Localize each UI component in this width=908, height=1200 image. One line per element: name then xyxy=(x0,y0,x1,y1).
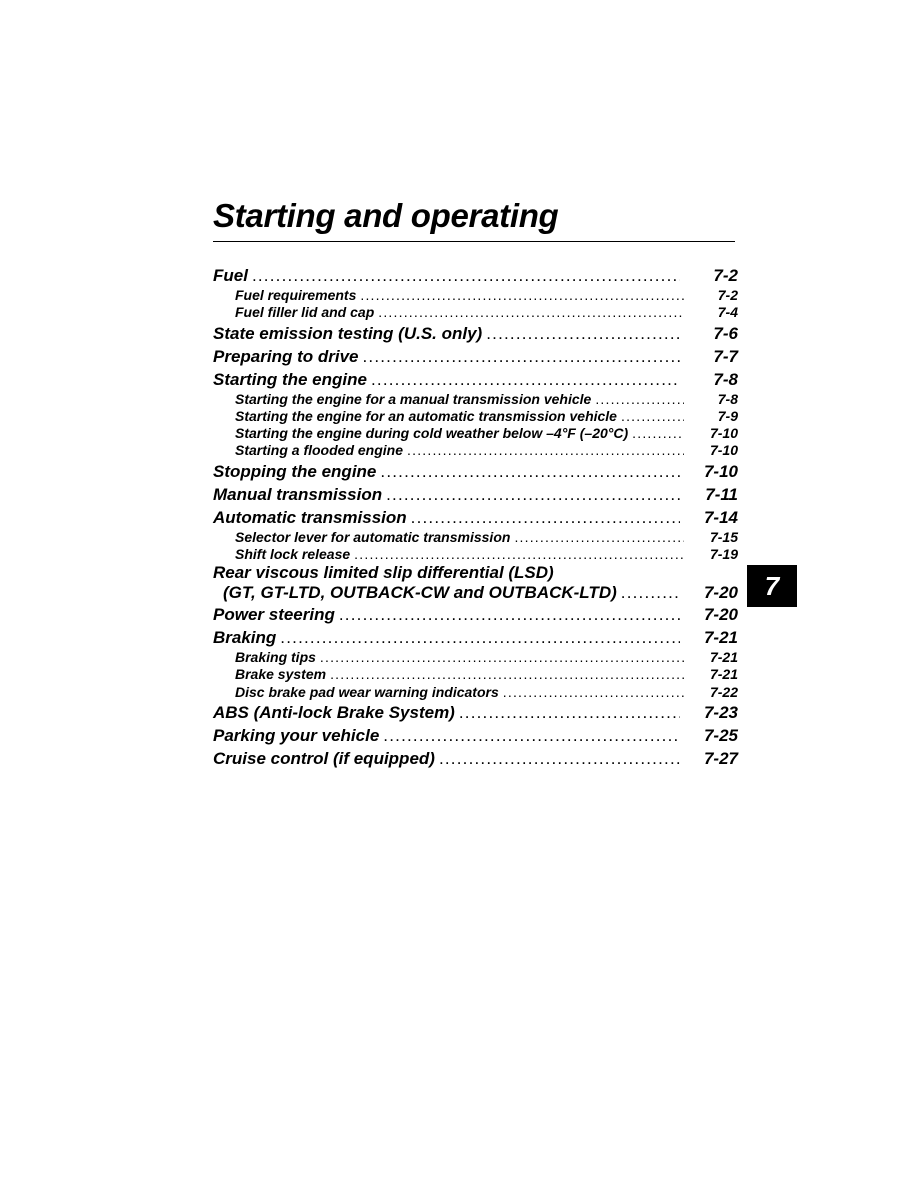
toc-entry-automatic-transmission[interactable] xyxy=(213,506,738,529)
toc-entry-rear-lsd-line2 xyxy=(213,583,738,603)
toc-entry-stopping-engine[interactable] xyxy=(213,460,738,483)
toc-entry-label: Preparing to drive xyxy=(213,346,359,366)
toc-entry-page: 7-10 xyxy=(709,425,738,441)
toc-entry-label: Fuel requirements xyxy=(235,287,357,303)
leader-dots xyxy=(280,626,680,649)
toc-entry-page: 7-20 xyxy=(703,583,738,602)
toc-entry-page: 7-2 xyxy=(717,287,738,303)
toc-entry-label: Brake system xyxy=(235,666,327,683)
toc-entry-page: 7-8 xyxy=(717,390,738,407)
toc-entry-label: Starting the engine for an automatic transmission vehicle xyxy=(235,407,617,424)
toc-entry-preparing[interactable] xyxy=(213,345,738,368)
leader-dots xyxy=(514,529,684,546)
leader-dots xyxy=(378,304,684,321)
toc-entry-page: 7-8 xyxy=(713,369,738,389)
toc-entry-label: Starting the engine during cold weather below –4°F (–20°C) xyxy=(235,425,629,441)
toc-entry-fuel-filler[interactable] xyxy=(213,304,738,321)
toc-entry-page: 7-10 xyxy=(709,442,738,459)
leader-dots xyxy=(354,546,684,563)
leader-dots xyxy=(383,724,680,747)
toc-entry-cruise[interactable] xyxy=(213,747,738,770)
toc-entry-label: Power steering xyxy=(213,605,335,624)
toc-entry-rear-lsd[interactable] xyxy=(213,563,738,603)
leader-dots xyxy=(380,460,680,483)
toc-entry-page: 7-4 xyxy=(717,304,738,321)
leader-dots xyxy=(407,442,684,459)
toc-entry-page: 7-22 xyxy=(709,683,738,700)
toc-entry-label: Starting the engine for a manual transmission vehicle xyxy=(235,390,592,407)
toc-entry-parking[interactable] xyxy=(213,724,738,747)
toc-entry-power-steering[interactable] xyxy=(213,603,738,626)
toc-entry-start-flooded[interactable] xyxy=(213,442,738,459)
toc-entry-label: Manual transmission xyxy=(213,484,383,504)
toc-entry-page: 7-21 xyxy=(709,649,738,665)
leader-dots xyxy=(595,391,684,408)
leader-dots xyxy=(320,649,684,666)
leader-dots xyxy=(621,583,680,603)
toc-entry-starting-engine[interactable] xyxy=(213,368,738,391)
leader-dots xyxy=(371,368,680,391)
toc-entry-label: Braking xyxy=(213,628,277,647)
leader-dots xyxy=(386,483,680,506)
toc-entry-brake-system[interactable] xyxy=(213,666,738,683)
leader-dots xyxy=(632,425,684,442)
toc-entry-page: 7-9 xyxy=(717,407,738,424)
leader-dots xyxy=(360,287,684,304)
toc-entry-label: Automatic transmission xyxy=(213,507,407,527)
leader-dots xyxy=(621,408,684,425)
toc-entry-page: 7-10 xyxy=(703,461,738,481)
toc-entry-label: Shift lock release xyxy=(235,545,351,562)
leader-dots xyxy=(411,506,680,529)
toc-entry-label: Braking tips xyxy=(235,649,316,665)
toc-entry-shift-lock[interactable] xyxy=(213,546,738,563)
toc-entry-start-manual[interactable] xyxy=(213,391,738,408)
toc-entry-manual-transmission[interactable] xyxy=(213,483,738,506)
toc-entry-page: 7-7 xyxy=(713,346,738,366)
toc-entry-label: Disc brake pad wear warning indicators xyxy=(235,683,499,700)
toc-entry-fuel-requirements[interactable] xyxy=(213,287,738,304)
title-underline xyxy=(213,241,735,242)
toc-entry-page: 7-6 xyxy=(713,323,738,343)
toc-entry-page: 7-15 xyxy=(709,528,738,545)
toc-entry-page: 7-11 xyxy=(705,484,738,504)
toc-entry-page: 7-25 xyxy=(703,725,738,745)
toc-entry-label: State emission testing (U.S. only) xyxy=(213,323,483,343)
table-of-contents xyxy=(213,264,738,770)
toc-entry-braking-tips[interactable] xyxy=(213,649,738,666)
toc-entry-label: Fuel xyxy=(213,266,248,285)
leader-dots xyxy=(439,747,680,770)
leader-dots xyxy=(503,684,684,701)
toc-entry-label: ABS (Anti-lock Brake System) xyxy=(213,702,455,722)
toc-entry-page: 7-2 xyxy=(713,266,738,285)
toc-entry-state-emission[interactable] xyxy=(213,322,738,345)
toc-entry-page: 7-27 xyxy=(703,748,738,768)
toc-entry-label: Starting the engine xyxy=(213,369,367,389)
toc-entry-page: 7-23 xyxy=(703,702,738,722)
toc-entry-label: Starting a flooded engine xyxy=(235,442,404,459)
toc-entry-label: Cruise control (if equipped) xyxy=(213,748,435,768)
toc-entry-label: Parking your vehicle xyxy=(213,725,380,745)
toc-entry-abs[interactable] xyxy=(213,701,738,724)
toc-entry-start-automatic[interactable] xyxy=(213,408,738,425)
toc-entry-disc-brake[interactable] xyxy=(213,684,738,701)
toc-entry-page: 7-20 xyxy=(703,605,738,624)
toc-entry-label: Selector lever for automatic transmission xyxy=(235,528,511,545)
toc-entry-label: Stopping the engine xyxy=(213,461,377,481)
page-title: Starting and operating xyxy=(213,197,559,234)
leader-dots xyxy=(330,666,684,683)
toc-entry-page: 7-19 xyxy=(709,545,738,562)
toc-entry-label-line1: Rear viscous limited slip differential (LSD) xyxy=(213,563,554,582)
leader-dots xyxy=(486,322,680,345)
chapter-tab: 7 xyxy=(747,565,797,607)
leader-dots xyxy=(252,264,680,287)
toc-entry-label: Fuel filler lid and cap xyxy=(235,304,375,321)
toc-entry-selector-lever[interactable] xyxy=(213,529,738,546)
toc-entry-page: 7-21 xyxy=(703,628,738,647)
toc-entry-page: 7-21 xyxy=(709,666,738,683)
leader-dots xyxy=(362,345,680,368)
leader-dots xyxy=(339,603,680,626)
toc-entry-start-cold[interactable] xyxy=(213,425,738,442)
toc-entry-fuel[interactable] xyxy=(213,264,738,287)
toc-entry-page: 7-14 xyxy=(703,507,738,527)
toc-entry-label-line2: (GT, GT-LTD, OUTBACK-CW and OUTBACK-LTD) xyxy=(223,583,617,602)
toc-entry-braking[interactable] xyxy=(213,626,738,649)
leader-dots xyxy=(459,701,680,724)
